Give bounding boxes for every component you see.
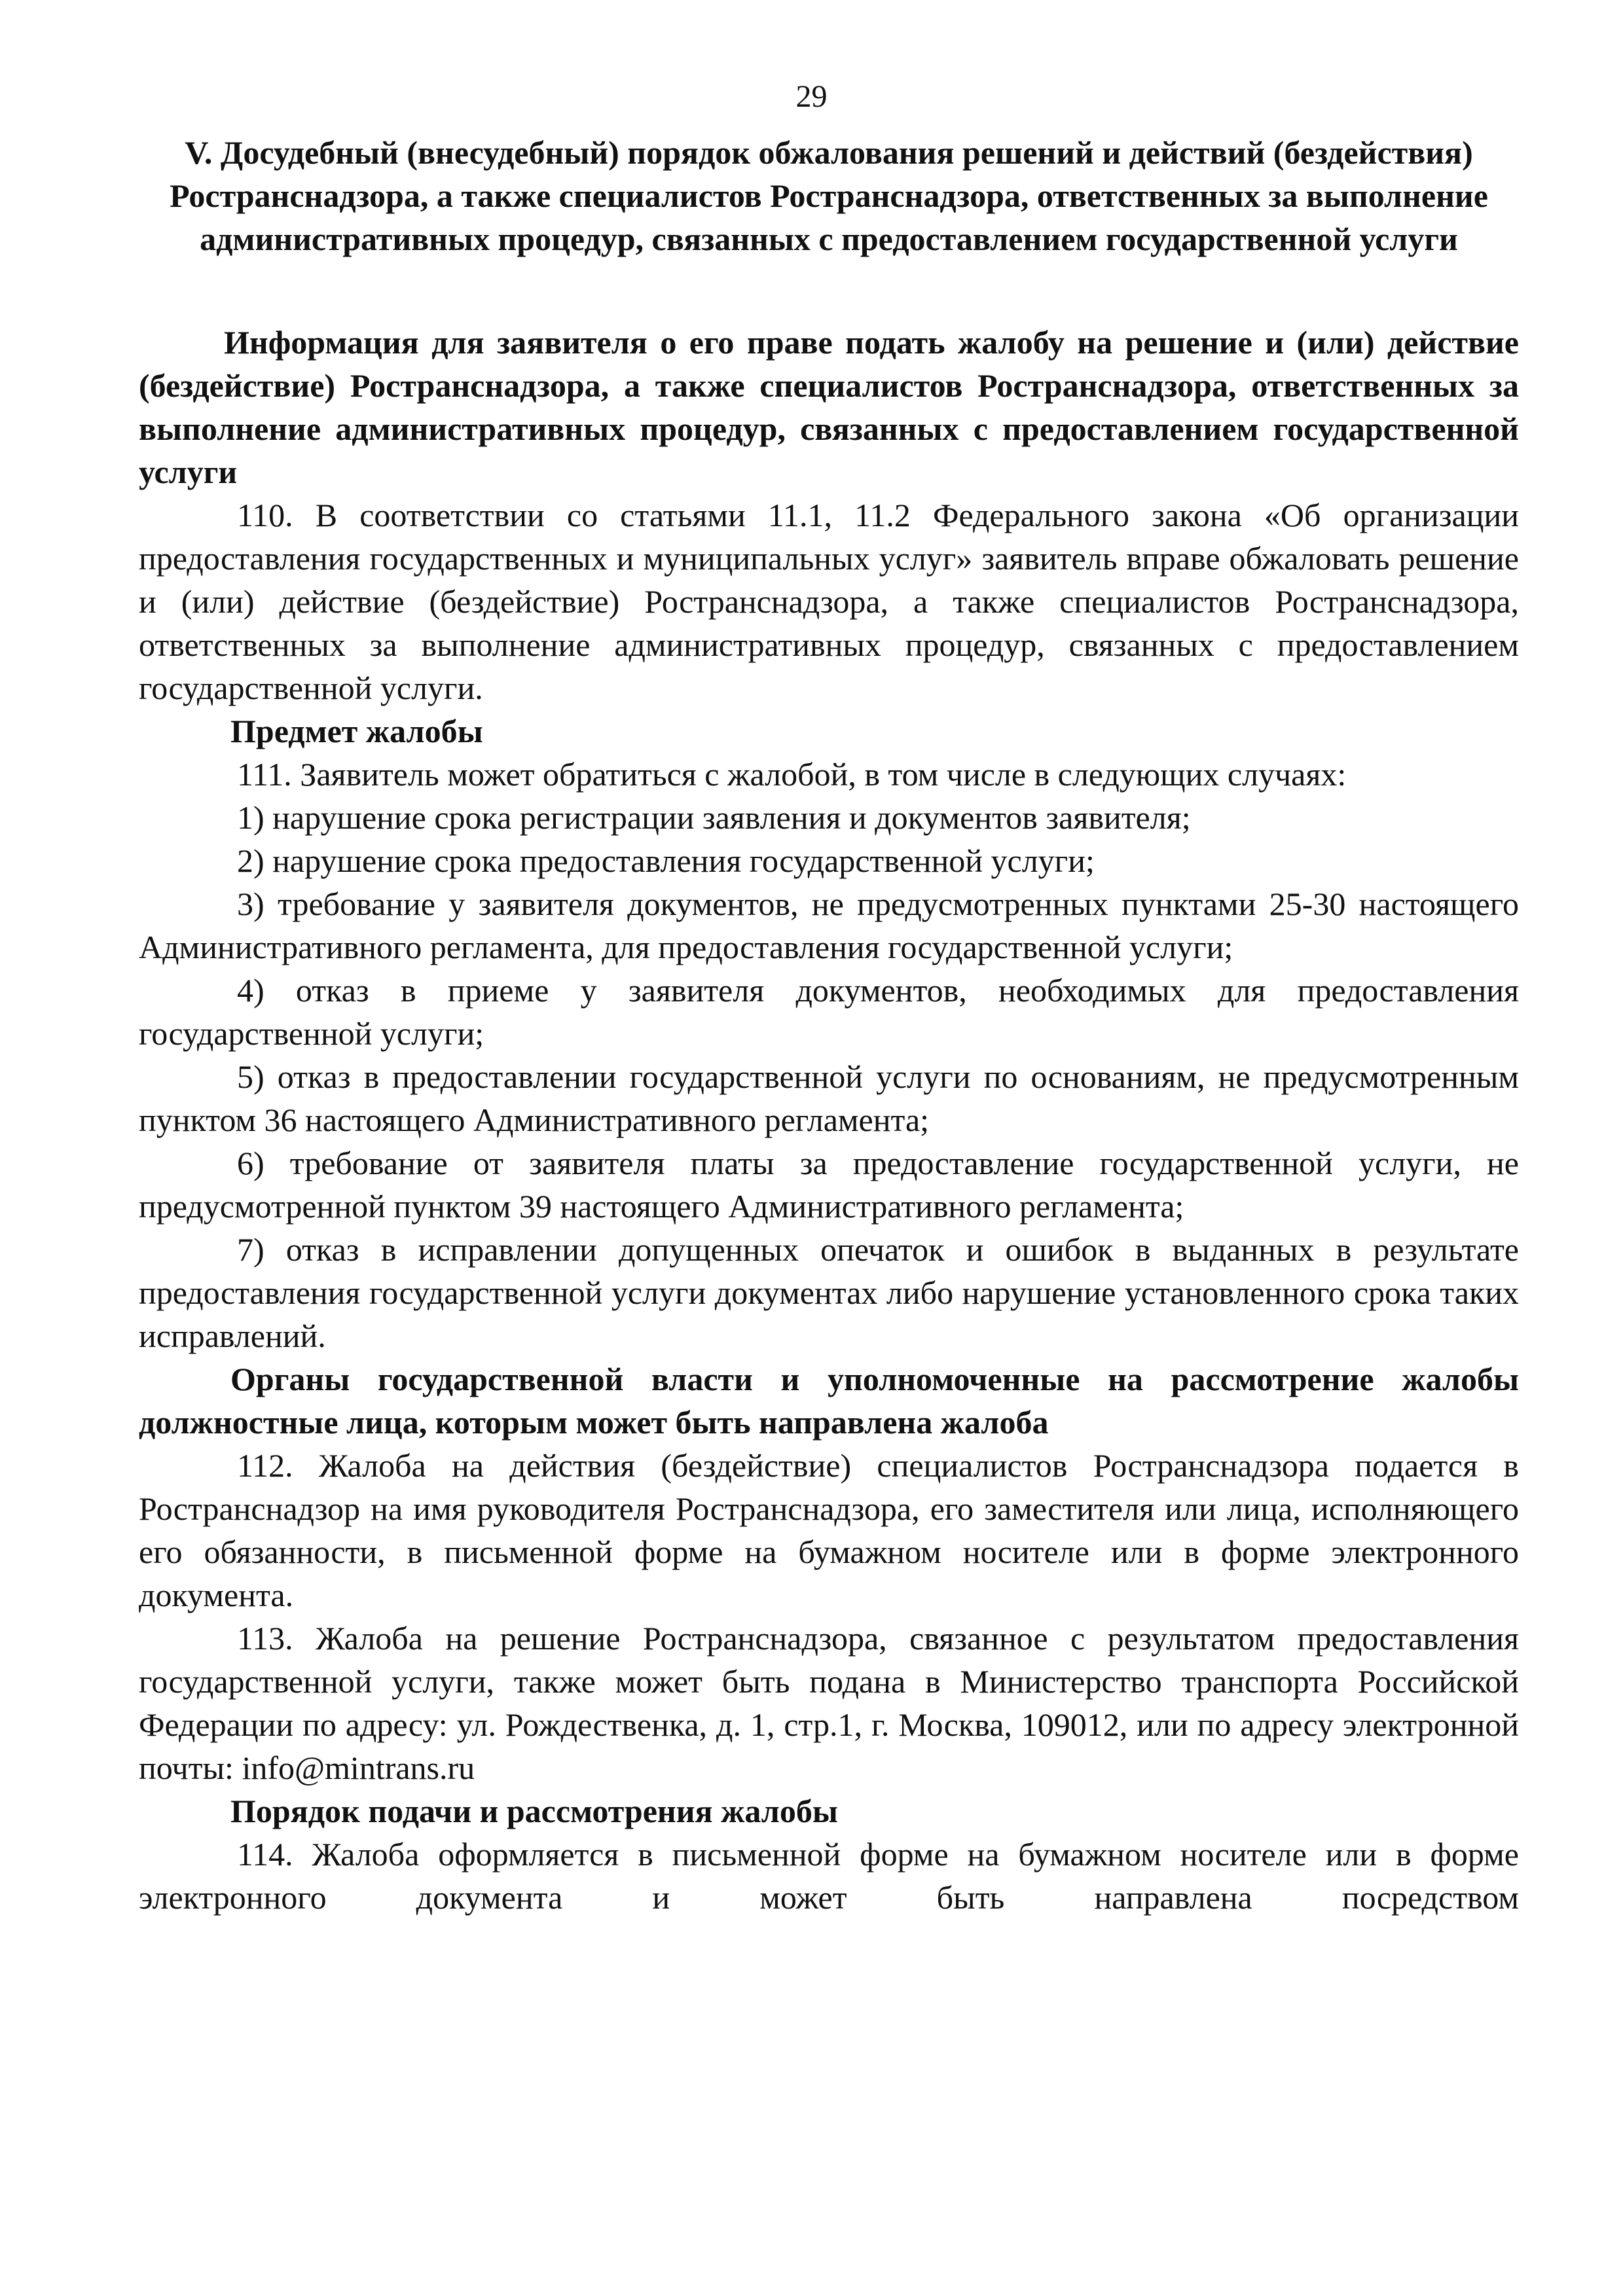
page-number: 29 <box>795 79 828 114</box>
case-item-1: 1) нарушение срока регистрации заявления и документов заявителя; <box>237 799 1191 836</box>
info-heading: Информация для заявителя о его праве подать жалобу на решение и (или) действие (бездействие) Ространснадзора, а также специалистов Ространснадзора, ответственных за выполнение административных процедур, связанных с предоставлением государственной услуги <box>139 324 1519 490</box>
section-title: V. Досудебный (внесудебный) порядок обжалования решений и действий (бездействия) Ространснадзора, а также специалистов Ространснадзора, ответственных за выполнение административных процедур, связанных с предоставлением государственной услуги <box>170 134 1488 257</box>
case-item-2: 2) нарушение срока предоставления государственной услуги; <box>237 842 1095 879</box>
case-item-7: 7) отказ в исправлении допущенных опечаток и ошибок в выданных в результате предоставления государственной услуги документах либо нарушение установленного срока таких исправлений. <box>139 1231 1519 1354</box>
paragraph-113: 113. Жалоба на решение Ространснадзора, связанное с результатом предоставления государственной услуги, также может быть подана в Министерство транспорта Российской Федерации по адресу: ул. Рождественка, д. 1, стр.1, г. Москва, 109012, или по адресу электронной почты: info@mintrans.ru <box>139 1620 1519 1786</box>
paragraph-114: 114. Жалоба оформляется в письменной форме на бумажном носителе или в форме электронного документа и может быть направлена посредством <box>139 1836 1519 1916</box>
case-item-5: 5) отказ в предоставлении государственной услуги по основаниям, не предусмотренным пунктом 36 настоящего Административного регламента; <box>139 1058 1519 1138</box>
procedure-heading: Порядок подачи и рассмотрения жалобы <box>230 1793 838 1829</box>
case-item-3: 3) требование у заявителя документов, не предусмотренных пунктами 25-30 настоящего Административного регламента, для предоставления государственной услуги; <box>139 886 1519 965</box>
paragraph-111: 111. Заявитель может обратиться с жалобой, в том числе в следующих случаях: <box>237 756 1347 793</box>
case-item-6: 6) требование от заявителя платы за предоставление государственной услуги, не предусмотренной пунктом 39 настоящего Административного регламента; <box>139 1145 1519 1225</box>
paragraph-110: 110. В соответствии со статьями 11.1, 11.2 Федерального закона «Об организации предоставления государственных и муниципальных услуг» заявитель вправе обжаловать решение и (или) действие (бездействие) Ространснадзора, а также специалистов Ространснадзора, ответственных за выполнение административных процедур, связанных с предоставлением государственной услуги. <box>139 497 1519 706</box>
page-content <box>139 131 1519 1919</box>
subject-heading: Предмет жалобы <box>230 713 483 749</box>
bodies-heading: Органы государственной власти и уполномоченные на рассмотрение жалобы должностные лица, которым может быть направлена жалоба <box>139 1361 1519 1441</box>
paragraph-112: 112. Жалоба на действия (бездействие) специалистов Ространснадзора подается в Ространснадзор на имя руководителя Ространснадзора, его заместителя или лица, исполняющего его обязанности, в письменной форме на бумажном носителе или в форме электронного документа. <box>139 1447 1519 1613</box>
case-item-4: 4) отказ в приеме у заявителя документов, необходимых для предоставления государственной услуги; <box>139 972 1519 1052</box>
